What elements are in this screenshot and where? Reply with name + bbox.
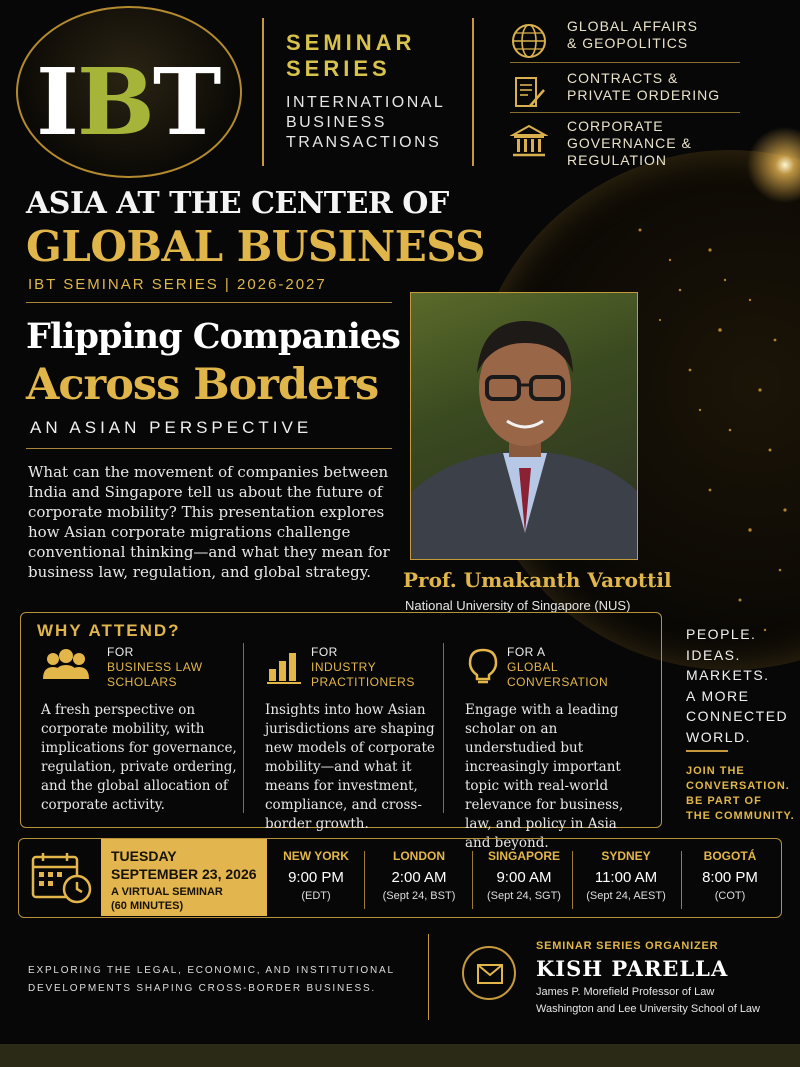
city-zone: (Sept 24, BST) (382, 890, 456, 902)
city-zone: (COT) (714, 890, 746, 902)
why-body: Insights into how Asian jurisdictions are shaping new models of corporate mobility—and what it means for investment, compliance, and cross-border growth. (265, 702, 435, 832)
city-time: 9:00 PM (288, 869, 344, 886)
series-years: IBT SEMINAR SERIES | 2026-2027 (28, 276, 327, 293)
speaker-affiliation: National University of Singapore (NUS) (405, 598, 631, 613)
why-for: FOR A (507, 645, 546, 659)
event-format: A VIRTUAL SEMINAR (111, 886, 223, 898)
why-audience: GLOBAL (507, 660, 559, 674)
divider-vertical (262, 18, 264, 166)
speaker-photo (410, 292, 638, 560)
city-zone: (Sept 24, SGT) (487, 890, 561, 902)
topic-label: CORPORATE (567, 118, 664, 134)
divider-horizontal (26, 448, 392, 449)
why-audience: CONVERSATION (507, 675, 609, 689)
organizer-title: James P. Morefield Professor of Law (536, 986, 715, 998)
city-zone: (Sept 24, AEST) (586, 890, 666, 902)
divider-vertical (428, 934, 429, 1020)
city-time: 8:00 PM (702, 869, 758, 886)
slogan-line: CONNECTED (686, 708, 789, 724)
series-subtitle-line3: TRANSACTIONS (286, 134, 442, 151)
why-body: Engage with a leading scholar on an understudied but increasingly important topic with real-world relevance for business, law, and policy in Asia and beyond. (465, 702, 624, 851)
why-for: FOR (311, 645, 338, 659)
mail-icon (462, 946, 516, 1000)
headline-line2: GLOBAL BUSINESS (26, 222, 485, 271)
slogan-line: PEOPLE. (686, 626, 757, 642)
divider-vertical (443, 643, 444, 813)
organizer-school: Washington and Lee University School of Law (536, 1003, 760, 1015)
divider-horizontal (686, 750, 728, 752)
speaker-name: Prof. Umakanth Varottil (403, 568, 672, 592)
event-date: SEPTEMBER 23, 2026 (111, 866, 257, 882)
why-audience: INDUSTRY (311, 660, 377, 674)
lightbulb-icon (465, 647, 501, 696)
contract-icon (510, 74, 548, 112)
series-title-line2: SERIES (286, 56, 391, 81)
city-name: SINGAPORE (487, 849, 560, 863)
join-line: JOIN THE (686, 765, 745, 777)
why-body: A fresh perspective on corporate mobility, with implications for governance, regulation, private ordering, and the global allocation of corporate activity. (41, 702, 237, 813)
event-day: TUESDAY (111, 848, 177, 864)
divider-vertical (472, 18, 474, 166)
topic-global-affairs (510, 18, 740, 64)
slogan-line: MARKETS. (686, 667, 770, 683)
talk-title-line2: Across Borders (26, 360, 379, 410)
slogan-line: IDEAS. (686, 646, 741, 663)
calendar-clock-icon (31, 851, 93, 909)
why-audience: SCHOLARS (107, 675, 178, 689)
slogan-line: A MORE (686, 687, 750, 704)
topic-label: CONTRACTS & (567, 70, 679, 86)
city-name: BOGOTÁ (703, 849, 757, 863)
side-slogan (686, 624, 788, 747)
bottom-band (0, 1044, 800, 1067)
time-new-york (271, 849, 361, 902)
series-subtitle-line2: BUSINESS (286, 114, 387, 131)
date-panel (101, 839, 267, 916)
organizer-name: KISH PARELLA (536, 956, 729, 981)
slogan-line: WORLD. (686, 728, 751, 745)
city-name: SYDNEY (601, 849, 651, 863)
city-time: 2:00 AM (391, 869, 447, 886)
city-time: 11:00 AM (594, 869, 658, 886)
event-duration: (60 MINUTES) (111, 900, 184, 912)
talk-description: What can the movement of companies between India and Singapore tell us about the future of corporate mobility? This presentation explores how Asian corporate migrations challenge conventional thinking—and what they mean for business law, regulation, and global strategy. (28, 463, 390, 581)
people-icon (41, 647, 91, 696)
headline-line1: ASIA AT THE CENTER OF (26, 186, 449, 221)
join-line: THE COMMUNITY. (686, 810, 795, 822)
schedule-box (18, 838, 782, 918)
series-title-line1: SEMINAR (286, 30, 416, 55)
footer-tagline: EXPLORING THE LEGAL, ECONOMIC, AND INSTITUTIONAL (28, 965, 395, 976)
footer-tagline: DEVELOPMENTS SHAPING CROSS-BORDER BUSINESS. (28, 983, 377, 994)
divider-vertical (364, 851, 365, 909)
topic-label: REGULATION (567, 152, 667, 168)
ibt-logo-text: IBT (36, 48, 220, 156)
divider-horizontal (26, 302, 392, 303)
why-attend-heading: WHY ATTEND? (37, 621, 181, 640)
why-audience: BUSINESS LAW (107, 660, 203, 674)
join-line: BE PART OF (686, 795, 762, 807)
topic-contracts (510, 70, 740, 116)
topic-label: GLOBAL AFFAIRS (567, 18, 698, 34)
city-time: 9:00 AM (496, 869, 552, 886)
courthouse-icon (510, 122, 548, 160)
join-line: CONVERSATION. (686, 780, 790, 792)
join-text (686, 764, 795, 824)
time-singapore (474, 849, 574, 902)
topic-label: & GEOPOLITICS (567, 35, 689, 51)
topic-label: PRIVATE ORDERING (567, 87, 721, 103)
organizer-label: SEMINAR SERIES ORGANIZER (536, 940, 719, 952)
talk-subtitle: AN ASIAN PERSPECTIVE (30, 418, 313, 437)
city-zone: (EDT) (301, 890, 331, 902)
topic-governance (510, 118, 740, 170)
time-sydney (574, 849, 678, 902)
divider-vertical (243, 643, 244, 813)
why-attend-box (20, 612, 662, 851)
divider-horizontal (510, 62, 740, 63)
talk-title-line1: Flipping Companies (26, 316, 400, 357)
divider-horizontal (510, 112, 740, 113)
globe-icon (510, 22, 548, 60)
city-name: NEW YORK (283, 849, 349, 863)
divider-vertical (472, 851, 473, 909)
time-bogota (685, 849, 775, 902)
why-for: FOR (107, 645, 134, 659)
city-name: LONDON (393, 849, 445, 863)
time-london (369, 849, 469, 902)
divider-vertical (681, 851, 682, 909)
topic-label: GOVERNANCE & (567, 135, 692, 151)
bar-chart-icon (265, 647, 305, 696)
why-audience: PRACTITIONERS (311, 675, 415, 689)
series-subtitle-line1: INTERNATIONAL (286, 94, 446, 111)
divider-vertical (572, 851, 573, 909)
